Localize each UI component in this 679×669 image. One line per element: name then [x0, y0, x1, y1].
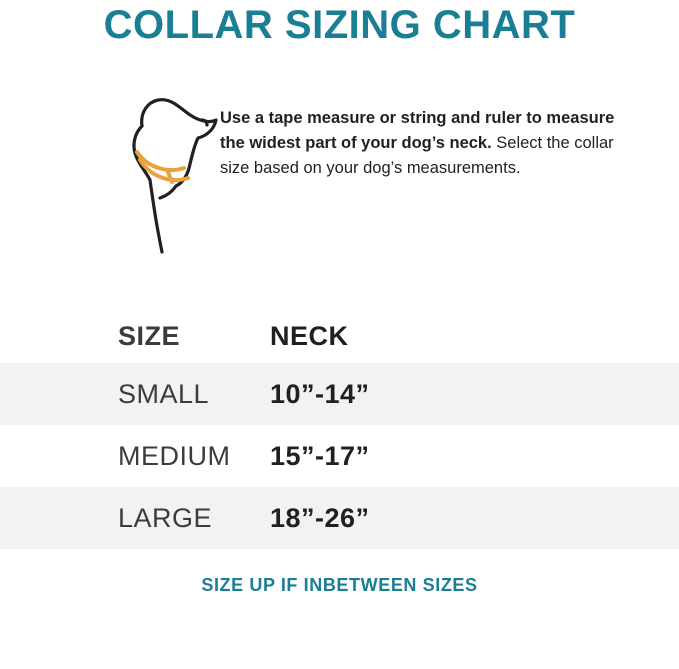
row-neck-value: 18”-26”: [270, 502, 370, 533]
intro-rest-text: Select the collar size based on your dog’s measurements.: [220, 133, 614, 177]
intro-bold-text: Use a tape measure or string and ruler to measure the widest part of your dog’s neck.: [220, 109, 615, 152]
intro-block: [0, 46, 679, 265]
column-header-size: SIZE: [118, 320, 181, 351]
row-neck-value: 15”-17”: [270, 440, 370, 471]
intro-text: [220, 90, 649, 180]
row-size-value: SMALL: [118, 378, 210, 409]
sizing-table: [0, 309, 679, 549]
table-row: [0, 487, 679, 549]
table-row: [0, 363, 679, 425]
footer-note: SIZE UP IF INBETWEEN SIZES: [201, 575, 478, 595]
row-neck-value: 10”-14”: [270, 378, 370, 409]
page-title: COLLAR SIZING CHART: [103, 3, 576, 47]
table-row: [0, 425, 679, 487]
row-size-value: LARGE: [118, 502, 213, 533]
dog-head-with-collar-illustration: [30, 90, 220, 265]
row-size-value: MEDIUM: [118, 440, 231, 471]
column-header-neck: NECK: [270, 320, 349, 351]
table-header-row: [0, 309, 679, 363]
